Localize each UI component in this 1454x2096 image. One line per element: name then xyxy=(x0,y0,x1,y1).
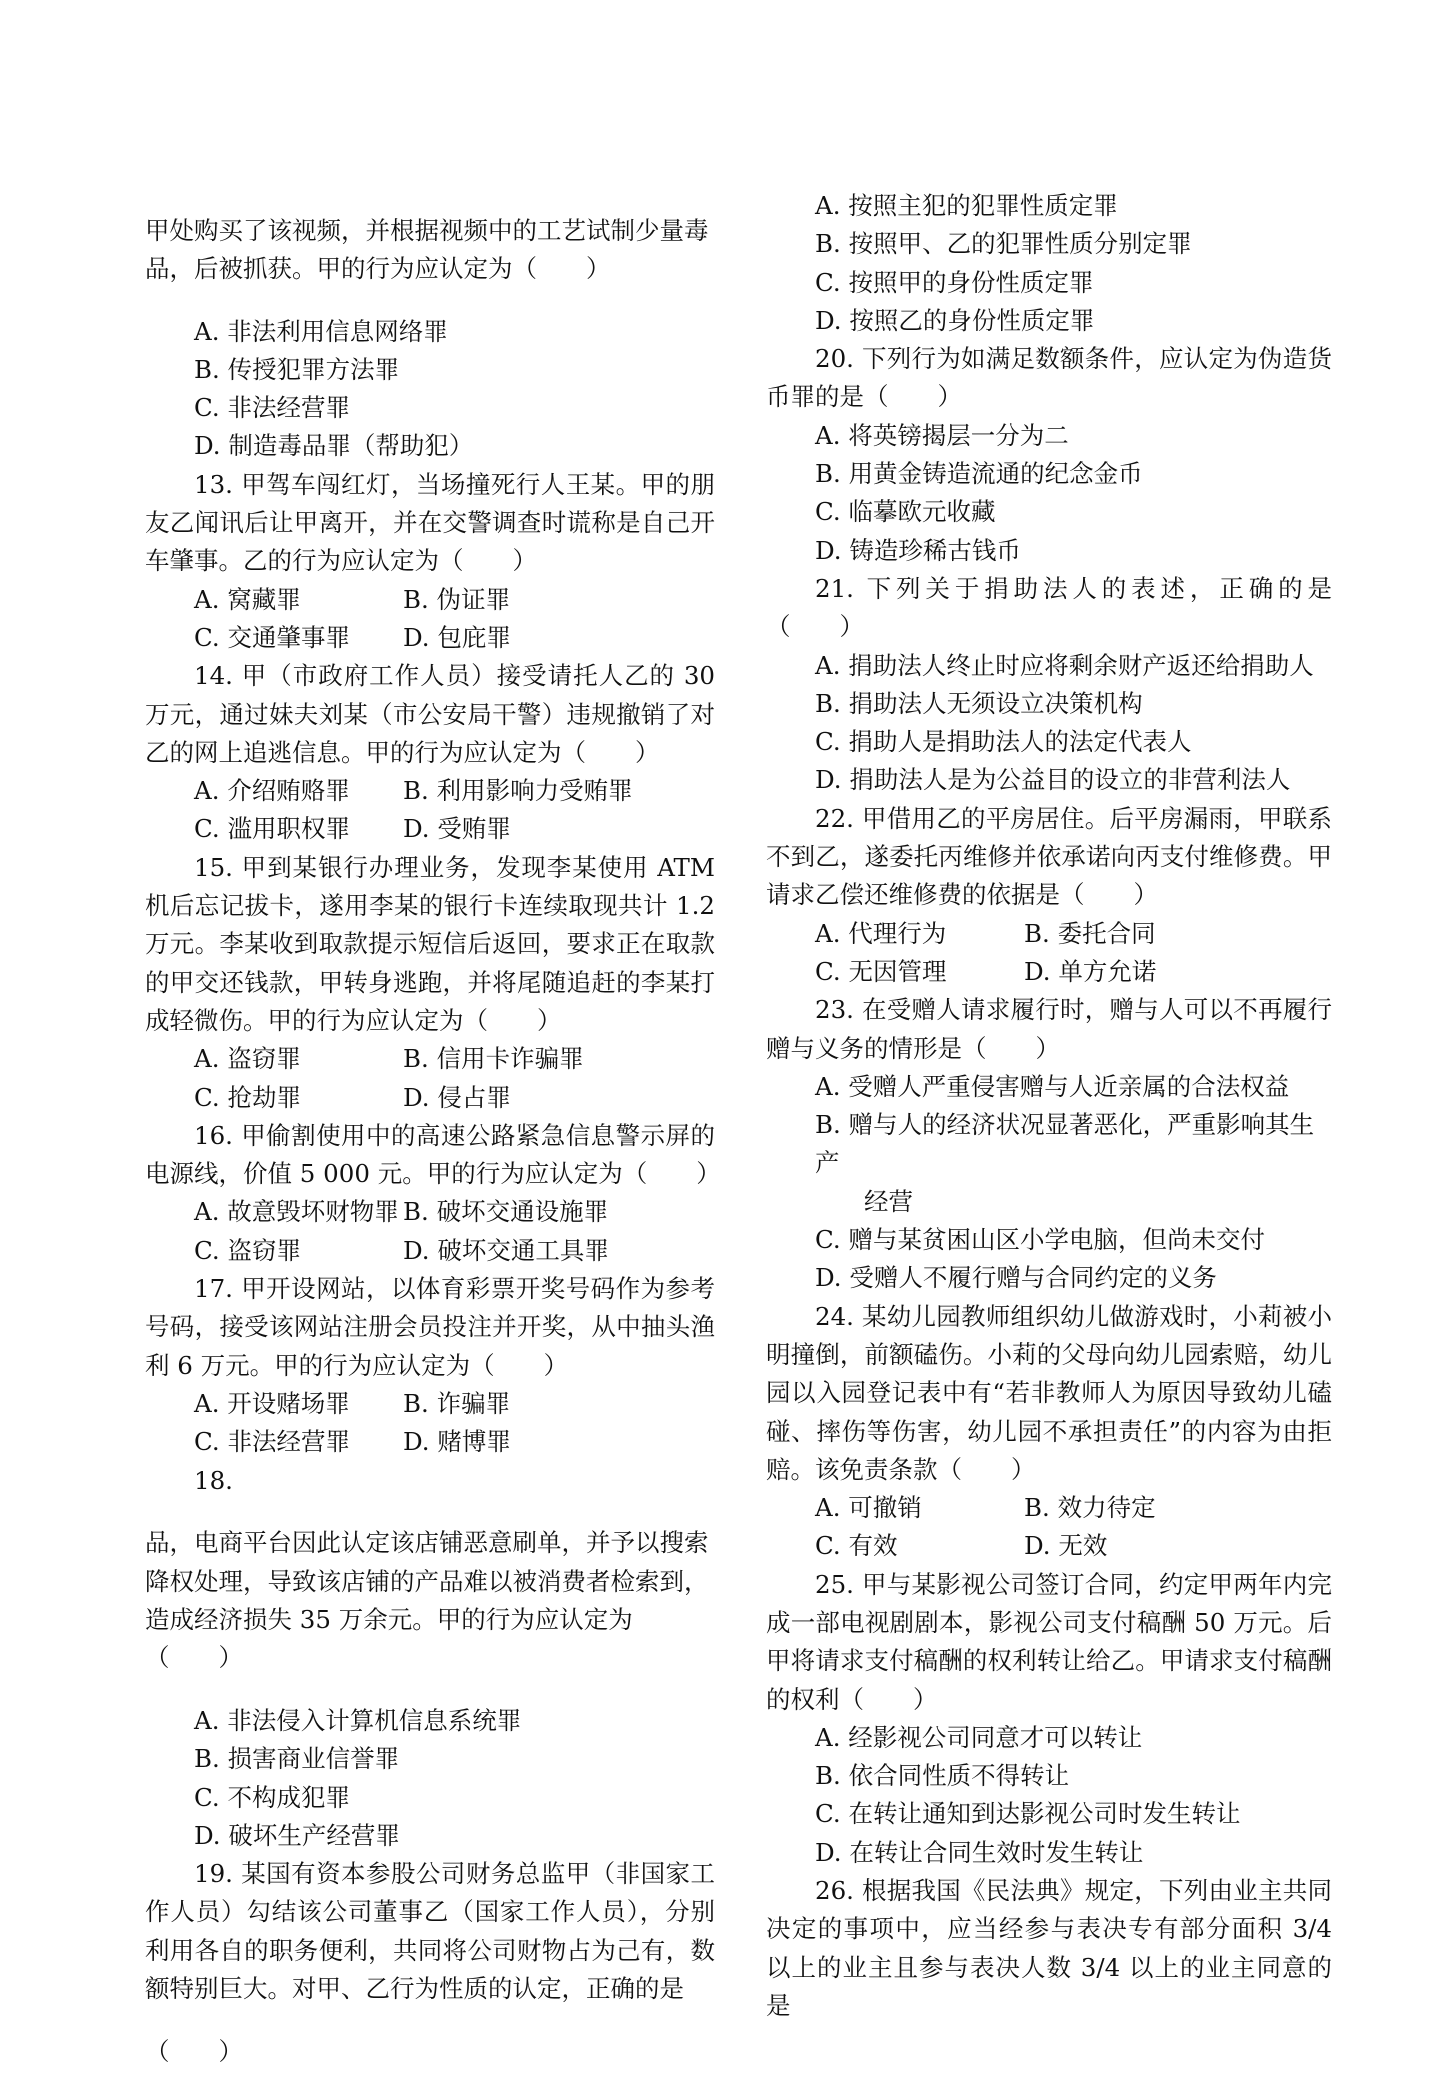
option: C. 非法经营罪 xyxy=(194,393,350,423)
question-18-continuation: 品，电商平台因此认定该店铺恶意刷单，并予以搜索降权处理，导致该店铺的产品难以被消费者检索到，造成经济损失 35 万余元。甲的行为应认定为（ ） xyxy=(145,1528,709,1673)
option-row xyxy=(145,1385,715,1423)
option: D. 铸造珍稀古钱币 xyxy=(815,535,1021,565)
option: C. 在转让通知到达影视公司时发生转让 xyxy=(815,1799,1241,1829)
option: C. 滥用职权罪 xyxy=(194,814,350,844)
option-row xyxy=(145,1079,715,1117)
option: C. 交通肇事罪 xyxy=(194,622,350,652)
question-13: 13. 甲驾车闯红灯，当场撞死行人王某。甲的朋友乙闻讯后让甲离开，并在交警调查时谎称是自己开车肇事。乙的行为应认定为（ ） xyxy=(145,469,715,576)
question-23: 23. 在受赠人请求履行时，赠与人可以不再履行赠与义务的情形是（ ） xyxy=(766,995,1332,1063)
question-25: 25. 甲与某影视公司签订合同，约定甲两年内完成一部电视剧剧本，影视公司支付稿酬 50 万元。后甲将请求支付稿酬的权利转让给乙。甲请求支付稿酬的权利（ ） xyxy=(766,1569,1332,1714)
option: D. 在转让合同生效时发生转让 xyxy=(815,1837,1144,1867)
option-row xyxy=(145,1232,715,1270)
question-17: 17. 甲开设网站，以体育彩票开奖号码作为参考号码，接受该网站注册会员投注并开奖，从中抽头渔利 6 万元。甲的行为应认定为（ ） xyxy=(145,1274,715,1380)
option: B. 诈骗罪 xyxy=(403,1388,511,1418)
option: B. 传授犯罪方法罪 xyxy=(194,354,400,384)
option: A. 窝藏罪 xyxy=(194,584,301,614)
option: B. 破坏交通设施罪 xyxy=(403,1197,609,1227)
question-15: 15. 甲到某银行办理业务，发现李某使用 ATM 机后忘记拔卡，遂用李某的银行卡连续取现共计 1.2 万元。李某收到取款提示短信后返回，要求正在取款的甲交还钱款，甲转身逃跑，并将尾随追赶的李某打成轻微伤。甲的行为应认定为（ ） xyxy=(145,852,715,1035)
option: A. 故意毁坏财物罪 xyxy=(194,1197,399,1227)
option-row xyxy=(145,581,715,619)
option: A. 可撤销 xyxy=(815,1493,922,1523)
left-column xyxy=(145,187,721,2096)
question-21: 21. 下列关于捐助法人的表述，正确的是（ ） xyxy=(766,573,1332,642)
question-19: 19. 某国有资本参股公司财务总监甲（非国家工作人员）勾结该公司董事乙（国家工作人员），分别利用各自的职务便利，共同将公司财物占为己有，数额特别巨大。对甲、乙行为性质的认定，正确的是 xyxy=(145,1859,715,2004)
option: B. 委托合同 xyxy=(1024,918,1156,948)
right-column xyxy=(766,187,1332,2025)
question-24: 24. 某幼儿园教师组织幼儿做游戏时，小莉被小明撞倒，前额磕伤。小莉的父母向幼儿园索赔，幼儿园以入园登记表中有“若非教师人为原因导致幼儿磕碰、摔伤等伤害，幼儿园不承担责任”的内容为由拒赔。该免责条款（ ） xyxy=(766,1301,1332,1484)
option: C. 无因管理 xyxy=(815,956,947,986)
option: B. 信用卡诈骗罪 xyxy=(403,1044,584,1074)
option-row xyxy=(145,772,715,810)
option: B. 利用影响力受贿罪 xyxy=(403,776,633,806)
option: B. 捐助法人无须设立决策机构 xyxy=(815,688,1143,718)
option-row xyxy=(145,1193,715,1231)
option: D. 受赠人不履行赠与合同约定的义务 xyxy=(815,1263,1217,1293)
option: B. 伪证罪 xyxy=(403,584,511,614)
option: A. 盗窃罪 xyxy=(194,1044,301,1074)
option: C. 抢劫罪 xyxy=(194,1082,301,1112)
option: B. 赠与人的经济状况显著恶化，严重影响其生产 xyxy=(815,1110,1315,1178)
option: B. 用黄金铸造流通的纪念金币 xyxy=(815,459,1143,489)
question-22: 22. 甲借用乙的平房居住。后平房漏雨，甲联系不到乙，遂委托丙维修并依承诺向丙支付维修费。甲请求乙偿还维修费的依据是（ ） xyxy=(766,803,1332,910)
answer-paren: （ ） xyxy=(145,2036,243,2066)
option: C. 非法经营罪 xyxy=(194,1427,350,1457)
option: A. 将英镑揭层一分为二 xyxy=(815,420,1069,450)
question-26: 26. 根据我国《民法典》规定，下列由业主共同决定的事项中，应当经参与表决专有部分面积 3/4 以上的业主且参与表决人数 3/4 以上的业主同意的是 xyxy=(766,1876,1332,2020)
option: A. 经影视公司同意才可以转让 xyxy=(815,1722,1143,1752)
option: B. 按照甲、乙的犯罪性质分别定罪 xyxy=(815,229,1192,259)
option: B. 损害商业信誉罪 xyxy=(194,1744,400,1774)
option-row xyxy=(145,1040,715,1078)
option: A. 开设赌场罪 xyxy=(194,1388,350,1418)
option: A. 代理行为 xyxy=(815,918,947,948)
question-16: 16. 甲偷割使用中的高速公路紧急信息警示屏的电源线，价值 5 000 元。甲的行为应认定为（ ） xyxy=(145,1120,721,1189)
option-row xyxy=(145,810,715,848)
option: D. 单方允诺 xyxy=(1024,956,1157,986)
option: D. 无效 xyxy=(1024,1531,1108,1561)
option: A. 非法利用信息网络罪 xyxy=(194,316,448,346)
option: A. 按照主犯的犯罪性质定罪 xyxy=(815,191,1118,220)
option: C. 赠与某贫困山区小学电脑，但尚未交付 xyxy=(815,1225,1265,1255)
option: D. 捐助法人是为公益目的设立的非营利法人 xyxy=(815,765,1291,795)
option: A. 介绍贿赂罪 xyxy=(194,776,350,806)
option: D. 制造毒品罪（帮助犯） xyxy=(194,431,474,461)
question-20: 20. 下列行为如满足数额条件，应认定为伪造货币罪的是（ ） xyxy=(766,344,1332,412)
option: A. 非法侵入计算机信息系统罪 xyxy=(194,1705,522,1735)
option-row xyxy=(766,1527,1332,1565)
option: D. 按照乙的身份性质定罪 xyxy=(815,305,1095,335)
option: C. 临摹欧元收藏 xyxy=(815,497,996,527)
option: C. 盗窃罪 xyxy=(194,1235,301,1265)
option-continuation: 经营 xyxy=(864,1186,913,1216)
option-row xyxy=(766,953,1332,991)
option: D. 破坏生产经营罪 xyxy=(194,1820,400,1850)
question-14: 14. 甲（市政府工作人员）接受请托人乙的 30 万元，通过妹夫刘某（市公安局干警）违规撤销了对乙的网上追逃信息。甲的行为应认定为（ ） xyxy=(145,661,715,767)
question-18-number: 18. xyxy=(194,1465,233,1495)
option-row xyxy=(145,1423,715,1461)
option-row xyxy=(766,915,1332,953)
option: A. 受赠人严重侵害赠与人近亲属的合法权益 xyxy=(815,1071,1290,1101)
option-row xyxy=(766,1489,1332,1527)
option: A. 捐助法人终止时应将剩余财产返还给捐助人 xyxy=(815,650,1314,680)
option: B. 效力待定 xyxy=(1024,1493,1156,1523)
option: C. 按照甲的身份性质定罪 xyxy=(815,267,1094,297)
option: C. 捐助人是捐助法人的法定代表人 xyxy=(815,727,1192,757)
question-12-continuation: 甲处购买了该视频，并根据视频中的工艺试制少量毒品，后被抓获。甲的行为应认定为（ ） xyxy=(145,215,709,283)
option: D. 赌博罪 xyxy=(403,1427,511,1457)
option: D. 侵占罪 xyxy=(403,1082,511,1112)
option: D. 受贿罪 xyxy=(403,814,511,844)
option: C. 不构成犯罪 xyxy=(194,1782,350,1812)
option: D. 包庇罪 xyxy=(403,622,511,652)
option: C. 有效 xyxy=(815,1531,898,1561)
option-row xyxy=(145,619,715,657)
option: D. 破坏交通工具罪 xyxy=(403,1235,609,1265)
option: B. 依合同性质不得转让 xyxy=(815,1761,1070,1791)
